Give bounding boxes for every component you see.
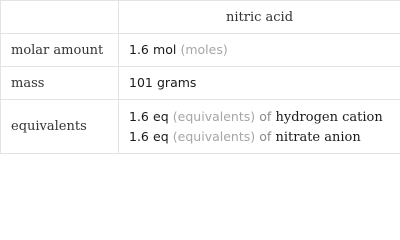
molar-amount-unit-description: (moles) [180,42,228,57]
table-row [1,67,400,100]
molar-amount-value-cell [119,34,400,67]
equivalents-unit: eq [153,128,169,144]
species-nitrate-anion: nitrate anion [275,129,361,145]
equivalents-unit-description: (equivalents) [172,128,256,144]
molar-amount-unit: mol [153,42,177,57]
of-word: of [259,108,272,124]
table-row [1,34,400,67]
equivalents-line [129,107,390,127]
equivalents-unit-description: (equivalents) [172,108,256,124]
species-hydrogen-cation: hydrogen cation [275,109,383,125]
mass-unit: grams [157,75,197,90]
equivalents-line [129,127,390,147]
row-label-equivalents: equivalents [1,100,119,154]
mass-value-cell [119,67,400,100]
equivalents-number: 1.6 [129,128,149,144]
row-label-mass: mass [1,67,119,100]
table-row [1,100,400,154]
corner-cell [1,1,119,34]
of-word: of [259,128,272,144]
row-label-molar-amount: molar amount [1,34,119,67]
header-row [1,1,400,34]
equivalents-value-cell [119,100,400,154]
molar-amount-number: 1.6 [129,42,149,57]
equivalents-unit: eq [153,108,169,124]
mass-number: 101 [129,75,153,90]
column-header-compound: nitric acid [119,1,400,34]
equivalents-number: 1.6 [129,108,149,124]
